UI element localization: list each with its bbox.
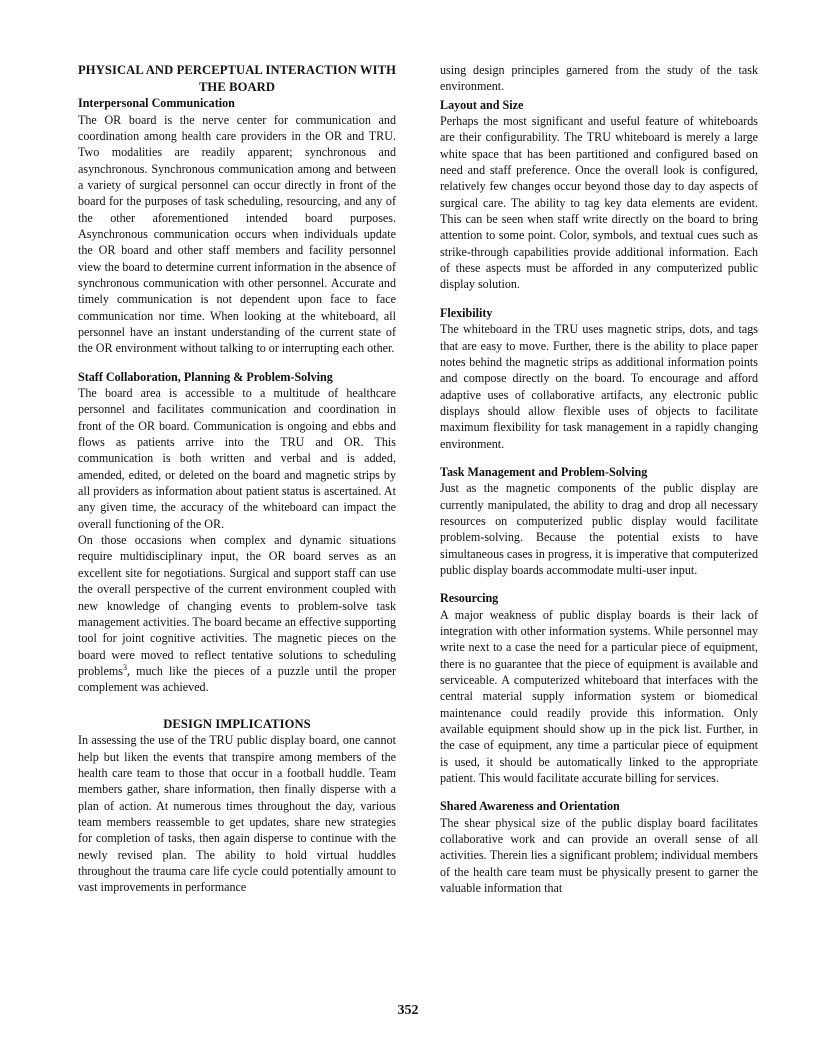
heading-resourcing: Resourcing — [440, 591, 499, 606]
heading-interpersonal-communication: Interpersonal Communication — [78, 96, 235, 111]
heading-staff-collaboration: Staff Collaboration, Planning & Problem-Solving — [78, 369, 333, 384]
paragraph-layout-and-size: Perhaps the most significant and useful feature of whiteboards are their configurability. The TRU whiteboard is merely a large white space that has been partitioned and configured based on need and staff preference. Once the overall look is configured, relatively few changes occur beyond those day to day aspects of surgical care. The ability to tag key data elements are evident. This can be seen when staff write directly on the board to bring attention to some point. Color, symbols, and textual cues such as strike-through capabilities provide additional information. Each of these aspects must be afforded in any computerized public display solution. — [440, 114, 758, 292]
paragraph-staff-collaboration-2-end: , much like the pieces of a puzzle until the proper complement was achieved. — [78, 663, 396, 695]
section-title-design-implications: DESIGN IMPLICATIONS — [163, 716, 311, 731]
section-title-physical-interaction: PHYSICAL AND PERCEPTUAL INTERACTION WITH THE BOARD — [78, 63, 396, 94]
left-column — [78, 62, 396, 896]
paragraph-interpersonal-communication: The OR board is the nerve center for communication and coordination among health care providers in the OR and TRU. Two modalities are readily apparent; synchronous and asynchronous. Synchronous communication among and between a variety of surgical personnel can occur directly in front of the board for the purposes of task scheduling, resourcing, and any of the other aforementioned intended board purposes. Asynchronous communication occurs when individuals update the OR board and other staff members and facility personnel view the board to determine current information in the absence of synchronous communication with other personnel. Accurate and timely communication is not dependent upon face to face communication nor time. When looking at the whiteboard, all personnel have an instant understanding of the current state of the OR environment without talking to or interrupting each other. — [78, 112, 396, 356]
paragraph-shared-awareness: The shear physical size of the public display board facilitates collaborative work and can provide an overall sense of all activities. Therein lies a significant problem; individual members of the health care team must be physically present to garner the valuable information that — [440, 815, 758, 896]
heading-layout-and-size: Layout and Size — [440, 97, 524, 112]
paragraph-continuation: using design principles garnered from the study of the task environment. — [440, 63, 758, 94]
paragraph-resourcing: A major weakness of public display boards is their lack of integration with other information systems. While personnel may write next to a case the need for a particular piece of equipment, there is no guarantee that the piece of equipment is available and serviceable. A computerized whiteboard that interfaces with the central material supply information system or biomedical maintenance could readily provide this information. Only available equipment should show up in the pick list. Further, in the case of equipment, any time a particular piece of equipment is used, it should be automatically linked to the appropriate patient. This would facilitate accurate billing for services. — [440, 607, 758, 786]
heading-task-management: Task Management and Problem-Solving — [440, 464, 648, 479]
paragraph-flexibility: The whiteboard in the TRU uses magnetic strips, dots, and tags that are easy to move. Further, there is the ability to place paper notes behind the magnetic strips as additional information points and compose directly on the board. To encourage and afford adaptive uses of collaborative artifacts, any electronic public displays should allow flexible uses of objects to facilitate maximum flexibility for task management in a rapidly changing environment. — [440, 322, 758, 451]
page-number: 352 — [397, 1003, 419, 1018]
right-column — [440, 62, 758, 897]
paragraph-staff-collaboration-2 — [78, 532, 396, 695]
footnote-reference: 3 — [123, 662, 128, 672]
paragraph-design-implications: In assessing the use of the TRU public display board, one cannot help but liken the events that transpire among members of the health care team to those that occur in a football huddle. Team members gather, share information, then finally disperse with a plan of action. At numerous times throughout the day, various team members reassemble to get updates, share new strategies for completion of tasks, then again disperse to continue with the newly revised plan. The ability to hold virtual huddles throughout the trauma care life cycle could potentially amount to vast improvements in performance — [78, 733, 396, 895]
paragraph-staff-collaboration-2-text: On those occasions when complex and dynamic situations require multidisciplinary input, the OR board serves as an excellent site for negotiations. Surgical and support staff can use the overall perspective of the current environment coupled with new knowledge of changing events to problem-solve task management activities. The board became an effective supporting tool for joint cognitive activities. The magnetic pieces on the board were moved to reflect tentative solutions to scheduling problems — [78, 533, 396, 678]
paragraph-task-management: Just as the magnetic components of the public display are currently manipulated, the ability to drag and drop all necessary resources on computerized public display would facilitate problem-solving. Because the potential exists to have simultaneous cases in progress, it is imperative that computerized public display boards accommodate multi-user input. — [440, 481, 758, 577]
paragraph-staff-collaboration-1: The board area is accessible to a multitude of healthcare personnel and facilitates communication and coordination in front of the OR board. Communication is ongoing and ebbs and flows as patients arrive into the TRU and OR. This communication is both written and verbal and is added, amended, edited, or deleted on the board and magnetic strips by all providers as information about patient status is ascertained. At any given time, the accuracy of the whiteboard can impact the overall functioning of the OR. — [78, 386, 396, 531]
heading-flexibility: Flexibility — [440, 305, 493, 320]
heading-shared-awareness: Shared Awareness and Orientation — [440, 799, 620, 814]
